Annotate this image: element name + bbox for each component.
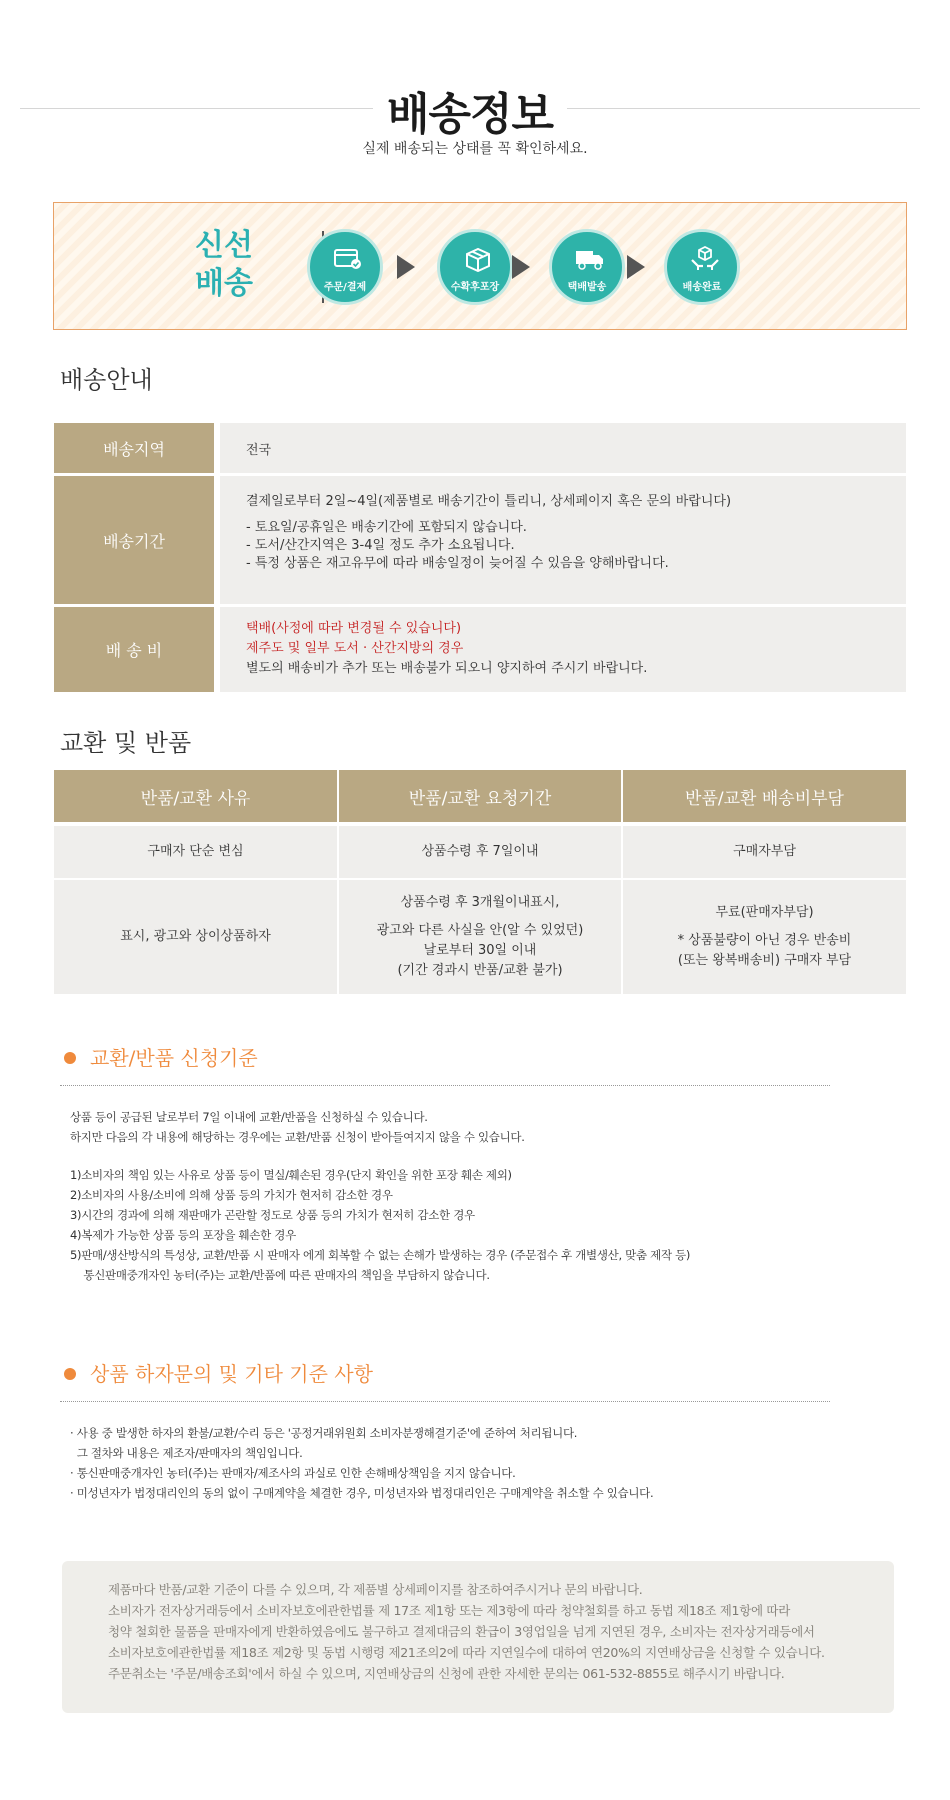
arrow-right-icon (627, 255, 645, 279)
shipping-fee-value (220, 607, 906, 692)
card-icon (333, 246, 363, 272)
criteria-line: 2)소비자의 사용/소비에 의해 상품 등의 가치가 현저히 감소한 경우 (70, 1188, 393, 1202)
shipping-region-row (54, 423, 906, 473)
dotted-divider (60, 1401, 830, 1402)
step-label: 주문/결제 (323, 282, 367, 293)
notice-line: 소비자보호에관한법률 제18조 제2항 및 동법 시행령 제21조의2에 따라 지연일수에 대하여 연20%의 지연배상금을 신청할 수 있습니다. (108, 1645, 825, 1660)
step-order-payment (307, 229, 383, 305)
step-delivered (664, 229, 740, 305)
fresh-delivery-banner (53, 202, 907, 330)
shipping-period-label: 배송기간 (54, 476, 214, 604)
cell-line: * 상품불량이 아닌 경우 반송비 (677, 933, 852, 948)
notice-line: 소비자가 전자상거래등에서 소비자보호에관한법률 제 17조 제1항 또는 제3항에 따라 청약철회를 하고 동법 제18조 제1항에 따라 (108, 1603, 790, 1618)
truck-icon (575, 246, 605, 272)
exchange-return-title: 교환 및 반품 (60, 729, 192, 757)
cell-line: 상품수령 후 3개월이내표시, (400, 895, 560, 910)
arrow-right-icon (397, 255, 415, 279)
cell-line: 날로부터 30일 이내 (423, 943, 537, 958)
shipping-fee-line: 택배(사정에 따라 변경될 수 있습니다) (246, 621, 462, 636)
shipping-period-note: - 도서/산간지역은 3-4일 정도 추가 소요됩니다. (246, 538, 515, 553)
dotted-divider (60, 1085, 830, 1086)
defect-line: 그 절차와 내용은 제조자/판매자의 책임입니다. (70, 1446, 303, 1460)
criteria-body (70, 1107, 690, 1285)
step-parcel-dispatch (549, 229, 625, 305)
page-subtitle: 실제 배송되는 상태를 꼭 확인하세요. (362, 141, 588, 157)
table-cell: 상품수령 후 7일이내 (339, 826, 621, 878)
delivered-box-icon (690, 246, 720, 272)
defect-body (70, 1423, 653, 1503)
cell-line: (기간 경과시 반품/교환 불가) (397, 963, 563, 978)
notice-line: 청약 철회한 물품을 판매자에게 반환하였음에도 불구하고 결제대금의 환급이 3영업일을 넘게 지연된 경우, 소비자는 전자상거래등에서 (108, 1624, 815, 1639)
shipping-region-value: 전국 (220, 423, 906, 473)
shipping-period-value (220, 476, 906, 604)
criteria-line: 하지만 다음의 각 내용에 해당하는 경우에는 교환/반품 신청이 받아들여지지 않을 수 있습니다. (70, 1130, 525, 1144)
package-icon (463, 246, 493, 272)
shipping-period-row (54, 476, 906, 604)
table-cell: 구매자부담 (623, 826, 906, 878)
step-label: 배송완료 (682, 282, 722, 293)
shipping-period-note: - 토요일/공휴일은 배송기간에 포함되지 않습니다. (246, 520, 527, 535)
notice-box (62, 1561, 894, 1713)
defect-line: · 통신판매중개자인 농터(주)는 판매자/제조사의 과실로 인한 손해배상책임을 지지 않습니다. (70, 1466, 516, 1480)
page-header (20, 78, 920, 138)
criteria-line: 통신판매중개자인 농터(주)는 교환/반품에 따른 판매자의 책임을 부담하지 않습니다. (70, 1268, 490, 1282)
shipping-period-main: 결제일로부터 2일~4일(제품별로 배송기간이 틀리니, 상세페이지 혹은 문의 바랍니다) (246, 494, 732, 509)
table-header: 반품/교환 요청기간 (339, 770, 621, 822)
notice-line: 제품마다 반품/교환 기준이 다를 수 있으며, 각 제품별 상세페이지를 참조하여주시거나 문의 바랍니다. (108, 1582, 643, 1597)
table-header: 반품/교환 배송비부담 (623, 770, 906, 822)
criteria-line: 1)소비자의 책임 있는 사유로 상품 등이 멸실/훼손된 경우(단지 확인을 위한 포장 훼손 제외) (70, 1168, 512, 1182)
criteria-line: 4)복제가 가능한 상품 등의 포장을 훼손한 경우 (70, 1228, 296, 1242)
table-cell (339, 880, 621, 994)
step-label: 수확후포장 (450, 282, 500, 293)
criteria-spacer (70, 1147, 690, 1165)
table-header: 반품/교환 사유 (54, 770, 337, 822)
table-cell: 표시, 광고와 상이상품하자 (54, 880, 337, 994)
shipping-guide-title: 배송안내 (60, 366, 153, 394)
arrow-right-icon (512, 255, 530, 279)
shipping-fee-line: 별도의 배송비가 추가 또는 배송불가 되오니 양지하여 주시기 바랍니다. (246, 661, 648, 676)
bullet-dot-icon (64, 1368, 76, 1380)
criteria-line: 3)시간의 경과에 의해 재판매가 곤란할 정도로 상품 등의 가치가 현저히 감소한 경우 (70, 1208, 475, 1222)
shipping-fee-row (54, 607, 906, 692)
bullet-dot-icon (64, 1052, 76, 1064)
table-cell (623, 880, 906, 994)
page-title: 배송정보 (20, 78, 920, 142)
criteria-line: 5)판매/생산방식의 특성상, 교환/반품 시 판매자 에게 회복할 수 없는 손해가 발생하는 경우 (주문접수 후 개별생산, 맞춤 제작 등) (70, 1248, 691, 1262)
criteria-line: 상품 등이 공급된 날로부터 7일 이내에 교환/반품을 신청하실 수 있습니다. (70, 1110, 428, 1124)
notice-line: 주문취소는 '주문/배송조회'에서 하실 수 있으며, 지연배상금의 신청에 관한 자세한 문의는 061-532-8855로 해주시기 바랍니다. (108, 1666, 785, 1681)
shipping-fee-label: 배 송 비 (54, 607, 214, 692)
shipping-period-note: - 특정 상품은 재고유무에 따라 배송일정이 늦어질 수 있음을 양해바랍니다. (246, 556, 669, 571)
defect-inquiry-title: 상품 하자문의 및 기타 기준 사항 (64, 1358, 373, 1387)
defect-line: · 미성년자가 법정대리인의 동의 없이 구매계약을 체결한 경우, 미성년자와 법정대리인은 구매계약을 취소할 수 있습니다. (70, 1486, 654, 1500)
table-cell: 구매자 단순 변심 (54, 826, 337, 878)
criteria-title: 교환/반품 신청기준 (64, 1042, 258, 1071)
shipping-region-label: 배송지역 (54, 423, 214, 473)
cell-line: (또는 왕복배송비) 구매자 부담 (677, 953, 852, 968)
step-label: 택배발송 (567, 282, 607, 293)
cell-line: 광고와 다른 사실을 안(알 수 있었던) (376, 923, 584, 938)
fresh-delivery-title: 신선 배송 (195, 228, 253, 301)
cell-line: 무료(판매자부담) (715, 905, 814, 920)
defect-line: · 사용 중 발생한 하자의 환불/교환/수리 등은 '공정거래위원회 소비자분쟁해결기준'에 준하여 처리됩니다. (70, 1426, 578, 1440)
shipping-fee-line: 제주도 및 일부 도서 · 산간지방의 경우 (246, 641, 464, 656)
step-harvest-pack (437, 229, 513, 305)
